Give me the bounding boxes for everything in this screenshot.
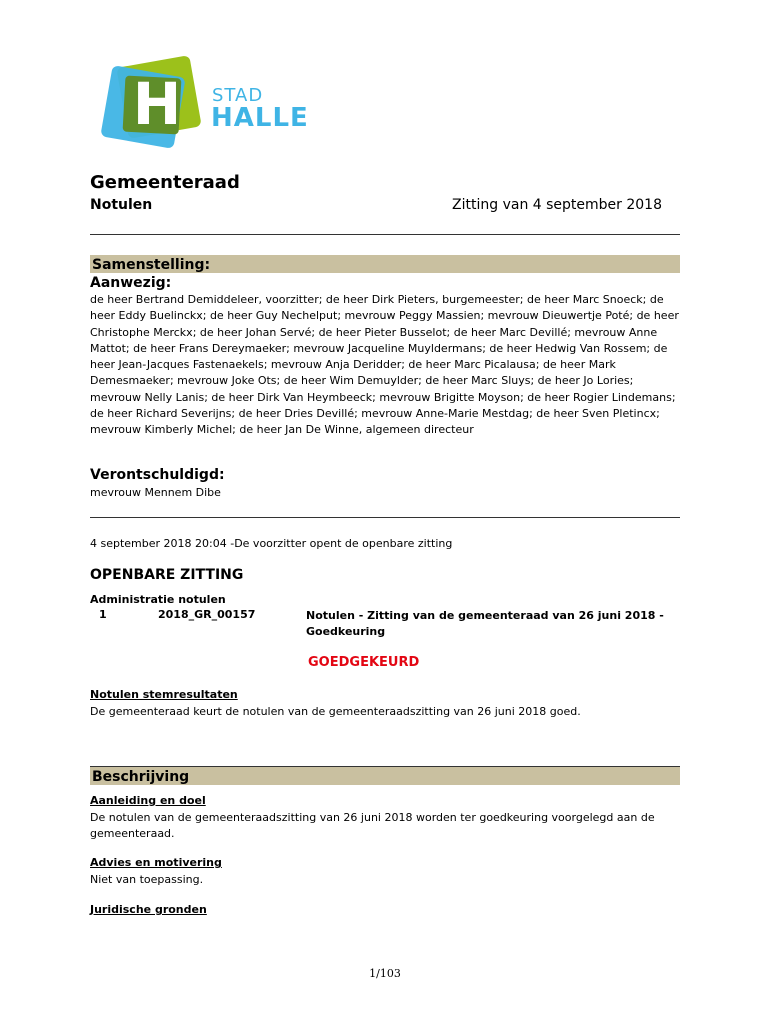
section-beschrijving: Beschrijving	[90, 767, 680, 785]
document-title: Gemeenteraad	[90, 172, 240, 193]
status-badge: GOEDGEKEURD	[308, 655, 420, 670]
result-text: De gemeenteraad keurt de notulen van de gemeenteraadszitting van 26 juni 2018 goed.	[90, 705, 581, 718]
aanleiding-text: De notulen van de gemeenteraadszitting van 26 juni 2018 worden ter goedkeuring voorgelegd aan de gemeenteraad.	[90, 811, 655, 841]
opening-line: 4 september 2018 20:04 -De voorzitter opent de openbare zitting	[90, 537, 453, 550]
agenda-item-number: 1	[99, 608, 107, 621]
excused-list: mevrouw Mennem Dibe	[90, 486, 221, 499]
agenda-item-code: 2018_GR_00157	[158, 608, 256, 621]
advies-label: Advies en motivering	[90, 856, 222, 869]
divider	[90, 517, 680, 518]
session-date: Zitting van 4 september 2018	[452, 197, 662, 213]
juridisch-label: Juridische gronden	[90, 903, 207, 916]
advies-text: Niet van toepassing.	[90, 873, 204, 886]
divider	[90, 234, 680, 235]
stad-halle-logo	[100, 55, 330, 155]
logo-letter: H	[132, 70, 182, 138]
agenda-item-title: Notulen - Zitting van de gemeenteraad van 26 juni 2018 - Goedkeuring	[306, 609, 664, 638]
present-label: Aanwezig:	[90, 275, 172, 291]
section-samenstelling: Samenstelling:	[90, 255, 680, 273]
logo-halle-text: HALLE	[211, 103, 309, 133]
aanleiding-label: Aanleiding en doel	[90, 794, 206, 807]
result-label: Notulen stemresultaten	[90, 688, 238, 701]
logo-stad-text: STAD	[212, 85, 264, 106]
agenda-category: Administratie notulen	[90, 593, 226, 606]
page-number: 1/103	[369, 967, 401, 980]
present-list: de heer Bertrand Demiddeleer, voorzitter; de heer Dirk Pieters, burgemeester; de heer Marc Snoeck; de heer Eddy Buelinckx; de heer Guy Nechelput; mevrouw Peggy Massien; mevrouw Dieuwertje Poté; de heer Christophe Merckx; de heer Johan Servé; de heer Pieter Busselot; de heer Marc Devillé; mevrouw Anne Mattot; de heer Frans Dereymaeker; mevrouw Jacqueline Muyldermans; de heer Hedwig Van Rossem; de heer Jean-Jacques Fastenaekels; mevrouw Anja Deridder; de heer Marc Picalausa; de heer Mark Demesmaeker; mevrouw Joke Ots; de heer Wim Demuylder; de heer Marc Sluys; de heer Jo Lories; mevrouw Nelly Lanis; de heer Dirk Van Heymbeeck; mevrouw Brigitte Moyson; de heer Rogier Lindemans; de heer Richard Severijns; de heer Dries Devillé; mevrouw Anne-Marie Mestdag; de heer Sven Pletincx; mevrouw Kimberly Michel; de heer Jan De Winne, algemeen directeur	[90, 293, 679, 437]
openbare-zitting-heading: OPENBARE ZITTING	[90, 567, 244, 583]
document-subtitle: Notulen	[90, 197, 153, 213]
excused-label: Verontschuldigd:	[90, 467, 225, 483]
